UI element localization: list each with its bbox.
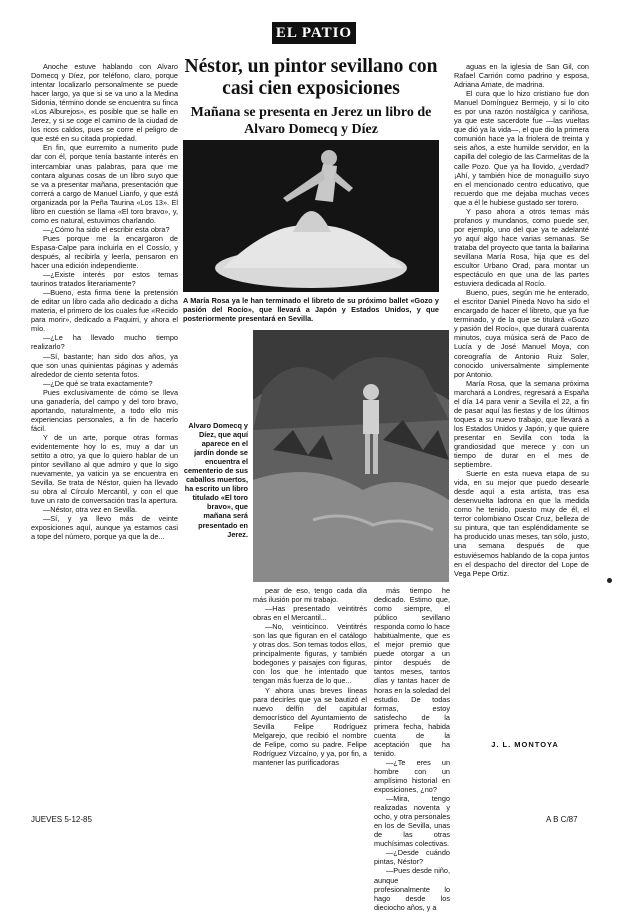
paragraph: —Bueno, esta firma tiene la pretensión de editar un libro cada año dedicado a dicha materia, el primero de los cuales fue «Recido para morir», dedicado a Paquirri, y ahora el mío. <box>31 288 178 334</box>
paragraph: María Rosa, que la semana próxima marchará a Londres, regresará a España el día 14 para venir a Sevilla el 22, a fin de pasar aquí las fiestas y de los últimos toques a su nuevo trabajo, que llevará a los Estados Unidos y Japón, y que quiere presentar en Sevilla con toda la grandiosidad que merece y con un tiempo de durar en el mes de septiembre. <box>454 378 589 470</box>
section-label: EL PATIO <box>272 22 356 44</box>
footer-page-number: A B C/87 <box>546 815 578 824</box>
garden-photo <box>253 330 449 582</box>
garden-photo-caption: Alvaro Domecq y Díez, que aquí aparece en el jardín donde se encuentra el cementerio de sus caballos muertos, ha escrito un libro titulado «El toro bravo», que mañana será presentado en Jerez. <box>183 421 248 539</box>
paragraph: más tiempo he dedicado. Estimo que, como siempre, el público sevillano responda como lo hace habitualmente, que es el mejor premio que puede otorgar a un pintor después de tantos meses, tantos días y tantas hacer de horas en la soledad del estudio. De todas formas, estoy satisfecho de la primera fecha, habida cuenta de la aceptación que ha tenido. <box>374 586 450 758</box>
garden-illustration <box>253 330 449 582</box>
article-column-left <box>31 62 178 826</box>
footer-date: JUEVES 5-12-85 <box>31 815 92 824</box>
paragraph: Y paso ahora a otros temas más profanos y mundanos, como puede ser, por ejemplo, uno del que ya te adelanté yo aquí algo hace varias semanas. Se trataba del proyecto que tanta la bailarina sevillana María Rosa, hija que es del escultor Urbano Orad, para montar un espectáculo en que una de las partes estuviera dedicada al Rocío. <box>454 206 589 289</box>
paragraph: Y ahora unas breves líneas para decirles que ya se bautizó el nuevo delfín del capitular democrístico del Ayuntamiento de Sevilla Felipe Rodríguez Melgarejo, que recibió el nombre de Felipe, como su padre. Felipe Rodríguez Vizcaíno, y ya, por fin, a mantener las purificadoras <box>253 685 367 767</box>
paragraph: —¿De qué se trata exactamente? <box>43 378 153 388</box>
paragraph: aguas en la iglesia de San Gil, con Rafael Carrión como padrino y esposa, Adriana Amate, de madrina. <box>454 62 589 90</box>
dancer-photo <box>183 140 439 292</box>
paragraph: —¿Le ha llevado mucho tiempo realizarlo? <box>31 333 178 352</box>
paragraph: Y de un arte, porque otras formas evidentemente hoy lo es, muy a dar un settito a otro, ya que lo quiero hablar de un pintor sevillano al que admiro y que lo sigo nuevamente, ya vaticin ya se encuentra en Sevilla. Se trata de Néstor, quien ha llevado su obra al Círculo Mercantil, y con el que tuve un rato de conversación tras la apertura. <box>31 432 178 506</box>
paragraph: —¿Existe interés por estos temas taurinos tratados literariamente? <box>31 270 178 289</box>
paragraph: Bueno, pues, según me he enterado, el escritor Daniel Pineda Novo ha sido el encargado de hacer el libreto, que ya fue terminado, y de la que se titulará «Gozo y pasión del Rocío», que durará cuarenta minutos, cuya música será de Paco de Lucía y de José Manuel Moya, con coreografía de Antonio Ruiz Soler, conocido universalmente simplemente por Antonio. <box>454 288 589 379</box>
paragraph: Pues exclusivamente de cómo se lleva una ganadería, del campo y del toro bravo, aportando, naturalmente, a todo ello mis experiencias personales, a fin de hacerlo fácil. <box>31 387 178 433</box>
article-column-bottom-right <box>374 586 450 912</box>
paragraph: —¿Te eres un hombre con un amplísimo historial en exposiciones, ¿no? <box>374 757 450 795</box>
author-signature: J. L. MONTOYA <box>491 740 559 749</box>
paragraph: Suerte en esta nueva etapa de su vida, en su mejor que puedo desearle desde aquí a esta artista, tras esa desenvuelta ladrona en que la medida como he tenido, puesto muy de él, el terror colombiano Oscar Cruz, belleza de su pintura, que tan espléndidamente se ha producido unas meses, tan sólo, justo, una semana después de que estuviésemos hablando de la copa juntos en el despacho del director del Lope de Vega Pepe Ortiz. <box>454 469 589 578</box>
paragraph: El cura que lo hizo cristiano fue don Manuel Domínguez Bermejo, y si lo cito es por una razón nostálgica y cariñosa, ya que este sacerdote fue —las vueltas que dió ya la vida—, el que dio la primera comunión hace ya la friolera de treinta y seis años, a este humilde servidor, en la capilla del colegio de las Carmelitas de la calle Pozo. Que ya ha llovido, ¿verdad? ¡Ahí, y también hice de monaguillo suyo en el mencionado centro educativo, que recuerdo que me dejaba muchas veces que a él le hubiese gustado ser torero. <box>454 89 589 207</box>
subheadline: Mañana se presenta en Jerez un libro de Alvaro Domecq y Díez <box>190 105 432 137</box>
dancer-photo-caption: A María Rosa ya le han terminado el libreto de su próximo ballet «Gozo y pasión del Rocío», que llevará a Japón y Estados Unidos, y que posteriormente presentará en Sevilla. <box>183 296 439 324</box>
paragraph: —Sí, bastante; han sido dos años, ya que son unas quinientas páginas y además alrededor de ciento setenta fotos. <box>31 351 178 379</box>
paragraph: —Has presentado veintitrés obras en el Mercantil... <box>253 604 367 623</box>
paragraph: —Mira, tengo realizadas noventa y ocho, y otra personales en los de Sevilla, unas de las otras muchísimas colectivas. <box>374 794 450 849</box>
paragraph: —Sí, y ya llevo más de veinte exposiciones aquí, aunque ya estamos casi a tope del número, porque ya que la de... <box>31 514 178 542</box>
paragraph: Pues porque me la encargaron de Espasa-Calpe para incluirla en el Cossío, y después, al recibirla y leerla, pensaron en hacer una edición independiente. <box>31 233 178 271</box>
paragraph: —¿Cómo ha sido el escribir esta obra? <box>43 224 170 234</box>
paragraph: —No, veinticinco. Veintitrés son las que figuran en el catálogo y otras dos. Son temas todos ellos, principalmente figuras, y también bodegones y paisajes con figuras, con los que he intentado que tengan más fuerza de lo que... <box>253 622 367 686</box>
paragraph: Anoche estuve hablando con Alvaro Domecq y Díez, por teléfono, claro, porque intentar localizarlo personalmente se puede hacer largo, ya que si se va uno a la Medina Sidonia, término donde se encuentra su finca «Los Alburejos», es posible que se halle en Jerez, y si se coge el camino de la ciudad de los ricos caldos, pues se corre el peligro de que esté en su citada propiedad. <box>31 62 178 144</box>
paragraph: —Pues desde niño, aunque profesionalmente lo hago desde los dieciocho años, y a <box>374 866 450 912</box>
article-column-right <box>454 62 589 739</box>
paragraph: pear de eso, tengo cada día más ilusión por mi trabajo. <box>253 586 367 605</box>
paragraph: —¿Desde cuándo pintas, Néstor? <box>374 848 450 867</box>
paragraph: —Néstor, otra vez en Sevilla. <box>43 505 138 515</box>
margin-dot <box>607 578 612 583</box>
article-column-bottom-middle <box>253 586 367 810</box>
dancer-illustration <box>183 140 439 292</box>
headline: Néstor, un pintor sevillano con casi cien exposiciones <box>184 56 438 99</box>
paragraph: En fin, que eurremito a numerito pude dar con él, porque tenía bastante interés en intercambiar unas palabras, para que me contara algunas cosas de un libro suyo que se va a presentar mañana, presentación que correrá a cargo de Manuel Lianfo, y que está organizada por la Peña Taurina «Los 13». El libro en cuestión se llama «El toro bravo», y, como es natural, estuvimos charlando. <box>31 143 178 225</box>
